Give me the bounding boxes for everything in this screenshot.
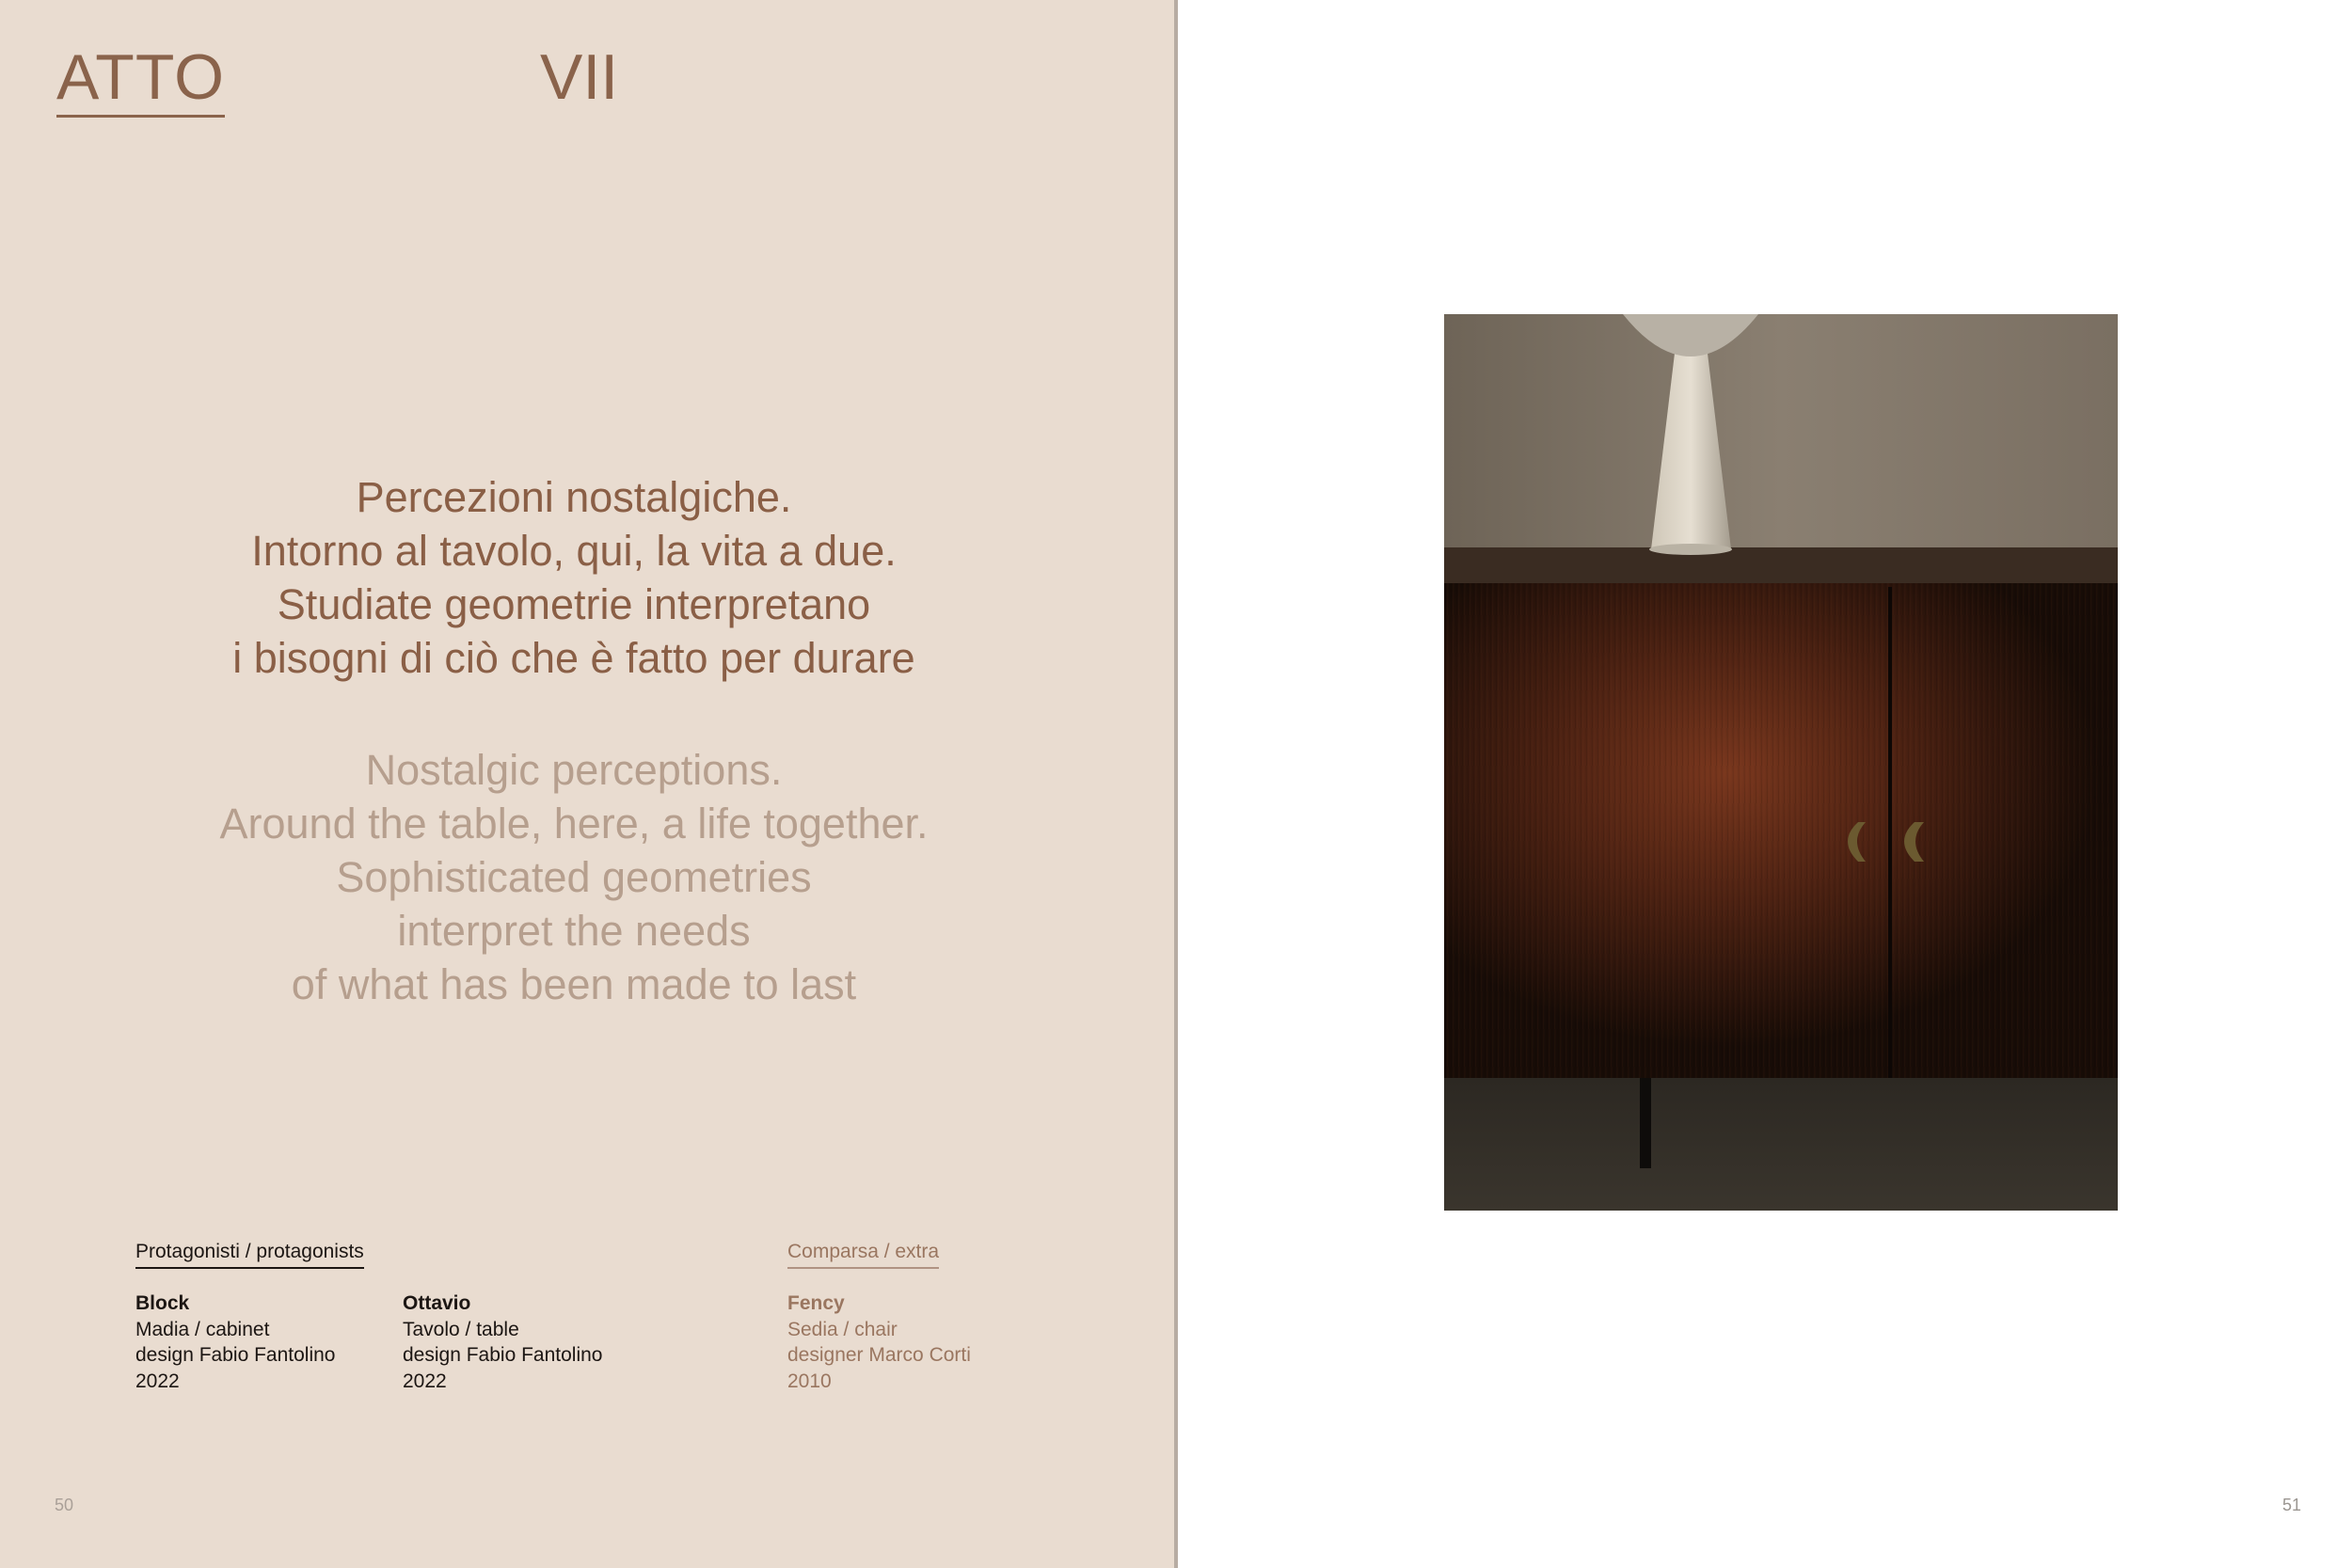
- page-number-left: 50: [55, 1496, 74, 1514]
- protagonists-heading: Protagonisti / protagonists: [135, 1240, 364, 1269]
- poem-italian-line: i bisogni di ciò che è fatto per durare: [232, 634, 915, 682]
- extra-heading: Comparsa / extra: [787, 1240, 939, 1269]
- poem-english: [151, 743, 997, 1011]
- credit-ottavio: [403, 1291, 602, 1394]
- product-designer: designer Marco Corti: [787, 1344, 971, 1366]
- product-designer: design Fabio Fantolino: [135, 1344, 336, 1366]
- act-title: ATTO: [56, 45, 225, 118]
- poem-italian: [151, 470, 997, 685]
- product-type: Sedia / chair: [787, 1318, 898, 1340]
- poem-english-line: Nostalgic perceptions.: [365, 746, 783, 794]
- poem-italian-line: Intorno al tavolo, qui, la vita a due.: [251, 527, 897, 575]
- poem-english-line: Around the table, here, a life together.: [219, 800, 929, 847]
- credit-block: [135, 1291, 335, 1394]
- product-year: 2022: [403, 1370, 447, 1392]
- product-name: Fency: [787, 1292, 845, 1314]
- act-number: VII: [540, 41, 619, 113]
- poem-english-line: Sophisticated geometries: [336, 853, 812, 901]
- sideboard-photo: [1444, 314, 2118, 1211]
- product-name: Block: [135, 1292, 190, 1314]
- product-name: Ottavio: [403, 1292, 471, 1314]
- product-year: 2022: [135, 1370, 180, 1392]
- poem-italian-line: Percezioni nostalgiche.: [356, 473, 792, 521]
- product-designer: design Fabio Fantolino: [403, 1344, 603, 1366]
- product-type: Tavolo / table: [403, 1318, 519, 1340]
- product-type: Madia / cabinet: [135, 1318, 270, 1340]
- poem-italian-line: Studiate geometrie interpretano: [277, 580, 871, 628]
- poem-english-line: of what has been made to last: [291, 960, 857, 1008]
- product-year: 2010: [787, 1370, 832, 1392]
- page-number-right: 51: [2282, 1496, 2302, 1514]
- credit-fency: [787, 1291, 971, 1394]
- left-page: [0, 0, 1174, 1568]
- poem-english-line: interpret the needs: [397, 907, 751, 955]
